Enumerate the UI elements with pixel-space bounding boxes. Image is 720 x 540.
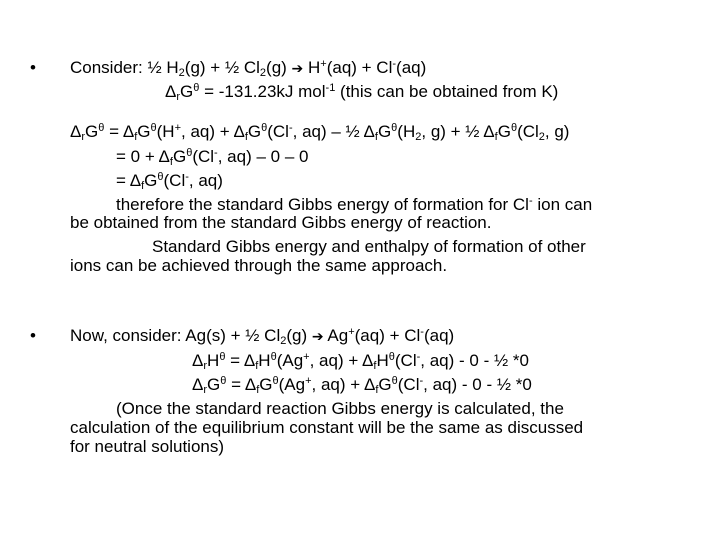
once-line: (Once the standard reaction Gibbs energy is calculated, the (116, 399, 564, 418)
bullet-marker-1: • (30, 58, 36, 77)
standard-gibbs-line: Standard Gibbs energy and enthalpy of formation of other (152, 237, 586, 256)
neutral-line: for neutral solutions) (70, 437, 225, 456)
bullet-marker-2: • (30, 326, 36, 345)
gibbs-equation-line-2: $\Delta_rG^\theta = \Delta_fG^\theta(Ag^+$, $aq) + \Delta_fG^\theta(Cl^-$, aq) - 0 - ½ *0 (192, 375, 532, 396)
reaction-line-2: Now, consider: Ag(s) + ½ $Cl_2(g)$ ➔ Ag+(aq) + Cl-(aq) (70, 326, 455, 347)
gibbs-value-line: $\Delta_rG^\theta = -131.23kJ$ mol$^{-1}$ (this can be obtained from K) (165, 82, 559, 103)
enthalpy-equation-line: $\Delta_rH^\theta = \Delta_fH^\theta(Ag^+$, $aq) + \Delta_fH^\theta(Cl^-$, aq) - 0 - ½ *0 (192, 351, 529, 372)
calculation-line: calculation of the equilibrium constant will be the same as discussed (70, 418, 584, 437)
therefore-line: therefore the standard Gibbs energy of formation for Cl- ion can (116, 195, 593, 214)
gibbs-step-2: = $0 + \Delta_fG^\theta(Cl^-$, aq) – 0 – 0 (116, 147, 309, 168)
right-arrow-icon: ➔ (311, 329, 324, 345)
obtained-line: be obtained from the standard Gibbs energy of reaction. (70, 213, 492, 232)
gibbs-equation-line: $\Delta_rG^\theta = \Delta_fG^\theta(H^+$, $aq) + \Delta_fG^\theta(Cl^-$, aq) – ½ $\Delta_fG^\theta(H_2$, g) + ½ $\Delta_fG^\theta(Cl_2$, g) (70, 122, 570, 143)
gibbs-step-3: = $\Delta_fG^\theta(Cl^-$, aq) (116, 171, 223, 192)
right-arrow-icon: ➔ (291, 61, 304, 77)
reaction-line-1: Consider: ½ $H_2(g)$ + ½ $Cl_2(g)$ ➔ H+(aq) + Cl-(aq) (70, 58, 427, 79)
ions-line: ions can be achieved through the same approach. (70, 256, 448, 275)
